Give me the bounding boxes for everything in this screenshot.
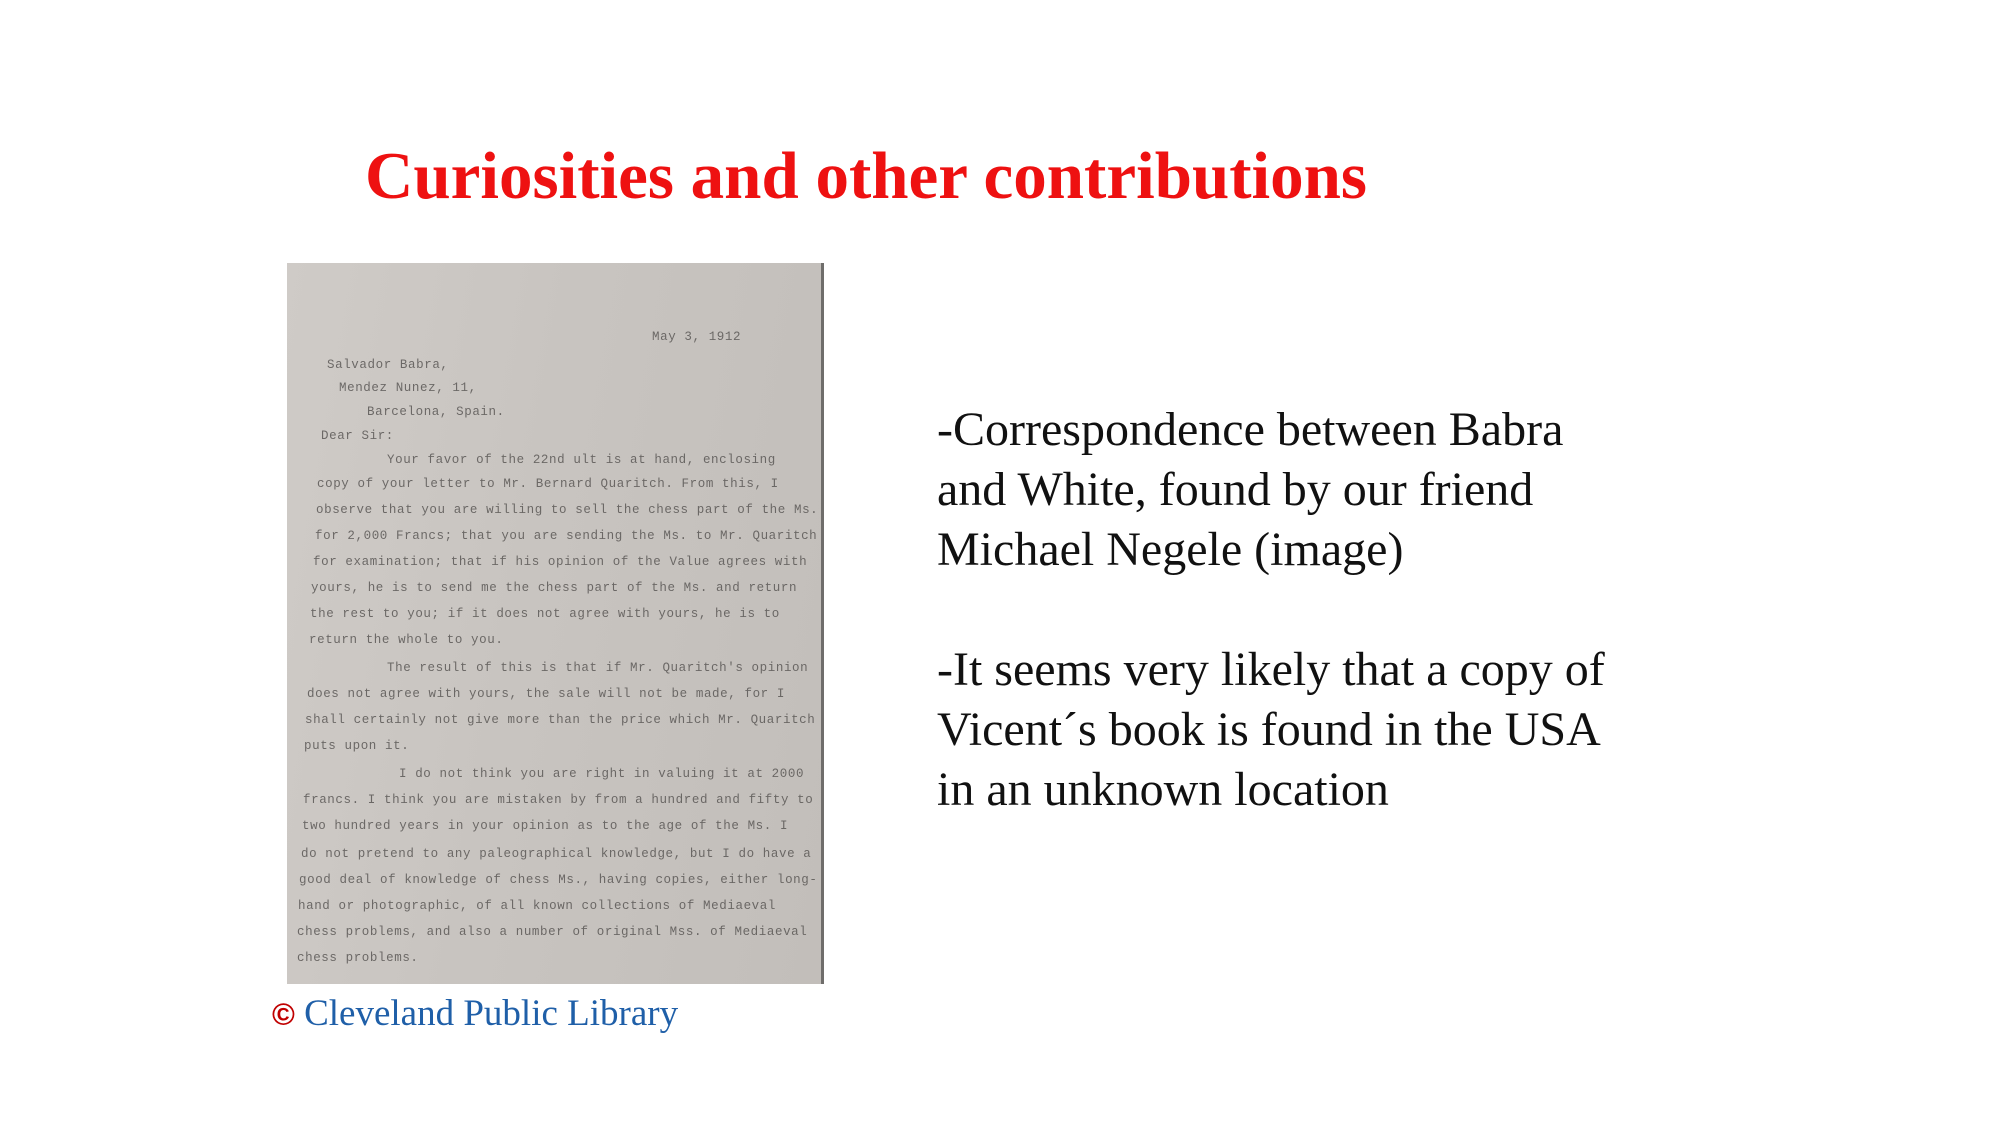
- credit-text: Cleveland Public Library: [304, 993, 679, 1034]
- letter-line: Mendez Nunez, 11,: [339, 381, 477, 395]
- letter-line: copy of your letter to Mr. Bernard Quaritch. From this, I: [317, 477, 779, 491]
- text-line: Vicent´s book is found in the USA: [937, 703, 1601, 756]
- letter-line: for 2,000 Francs; that you are sending the Ms. to Mr. Quaritch: [315, 529, 818, 543]
- letter-line: shall certainly not give more than the price which Mr. Quaritch: [305, 713, 816, 727]
- letter-line: hand or photographic, of all known collections of Mediaeval: [298, 899, 776, 913]
- text-line: in an unknown location: [937, 763, 1389, 816]
- letter-line: francs. I think you are mistaken by from a hundred and fifty to: [303, 793, 814, 807]
- text-line: -Correspondence between Babra: [937, 403, 1564, 456]
- letter-line: do not pretend to any paleographical knowledge, but I do have a: [301, 847, 812, 861]
- text-line: -It seems very likely that a copy of: [937, 643, 1605, 696]
- slide-title: Curiosities and other contributions: [365, 139, 1367, 213]
- letter-line: good deal of knowledge of chess Ms., having copies, either long-: [299, 873, 818, 887]
- letter-line: the rest to you; if it does not agree with yours, he is to: [310, 607, 780, 621]
- letter-line: Your favor of the 22nd ult is at hand, enclosing: [387, 453, 776, 467]
- letter-line: for examination; that if his opinion of the Value agrees with: [313, 555, 808, 569]
- letter-line: return the whole to you.: [309, 633, 504, 647]
- letter-line: Dear Sir:: [321, 429, 394, 443]
- letter-photo: [287, 263, 824, 984]
- text-line: Michael Negele (image): [937, 523, 1404, 576]
- image-credit: [272, 992, 678, 1035]
- letter-line: Barcelona, Spain.: [367, 405, 505, 419]
- text-line: and White, found by our friend: [937, 463, 1534, 516]
- letter-line: I do not think you are right in valuing it at 2000: [399, 767, 805, 781]
- letter-line: observe that you are willing to sell the chess part of the Ms.: [316, 503, 819, 517]
- letter-line: does not agree with yours, the sale will not be made, for I: [307, 687, 785, 701]
- copyright-icon: ©: [272, 997, 295, 1032]
- letter-line: Salvador Babra,: [327, 358, 449, 372]
- letter-line: chess problems, and also a number of original Mss. of Mediaeval: [297, 925, 808, 939]
- paragraph-correspondence: [937, 400, 1697, 580]
- letter-date: May 3, 1912: [652, 330, 742, 344]
- letter-line: two hundred years in your opinion as to the age of the Ms. I: [302, 819, 789, 833]
- paragraph-book-location: [937, 640, 1697, 820]
- letter-line: chess problems.: [297, 951, 419, 965]
- body-text: [937, 400, 1697, 880]
- letter-line: The result of this is that if Mr. Quaritch's opinion: [387, 661, 809, 675]
- letter-line: yours, he is to send me the chess part of the Ms. and return: [311, 581, 798, 595]
- letter-line: puts upon it.: [304, 739, 410, 753]
